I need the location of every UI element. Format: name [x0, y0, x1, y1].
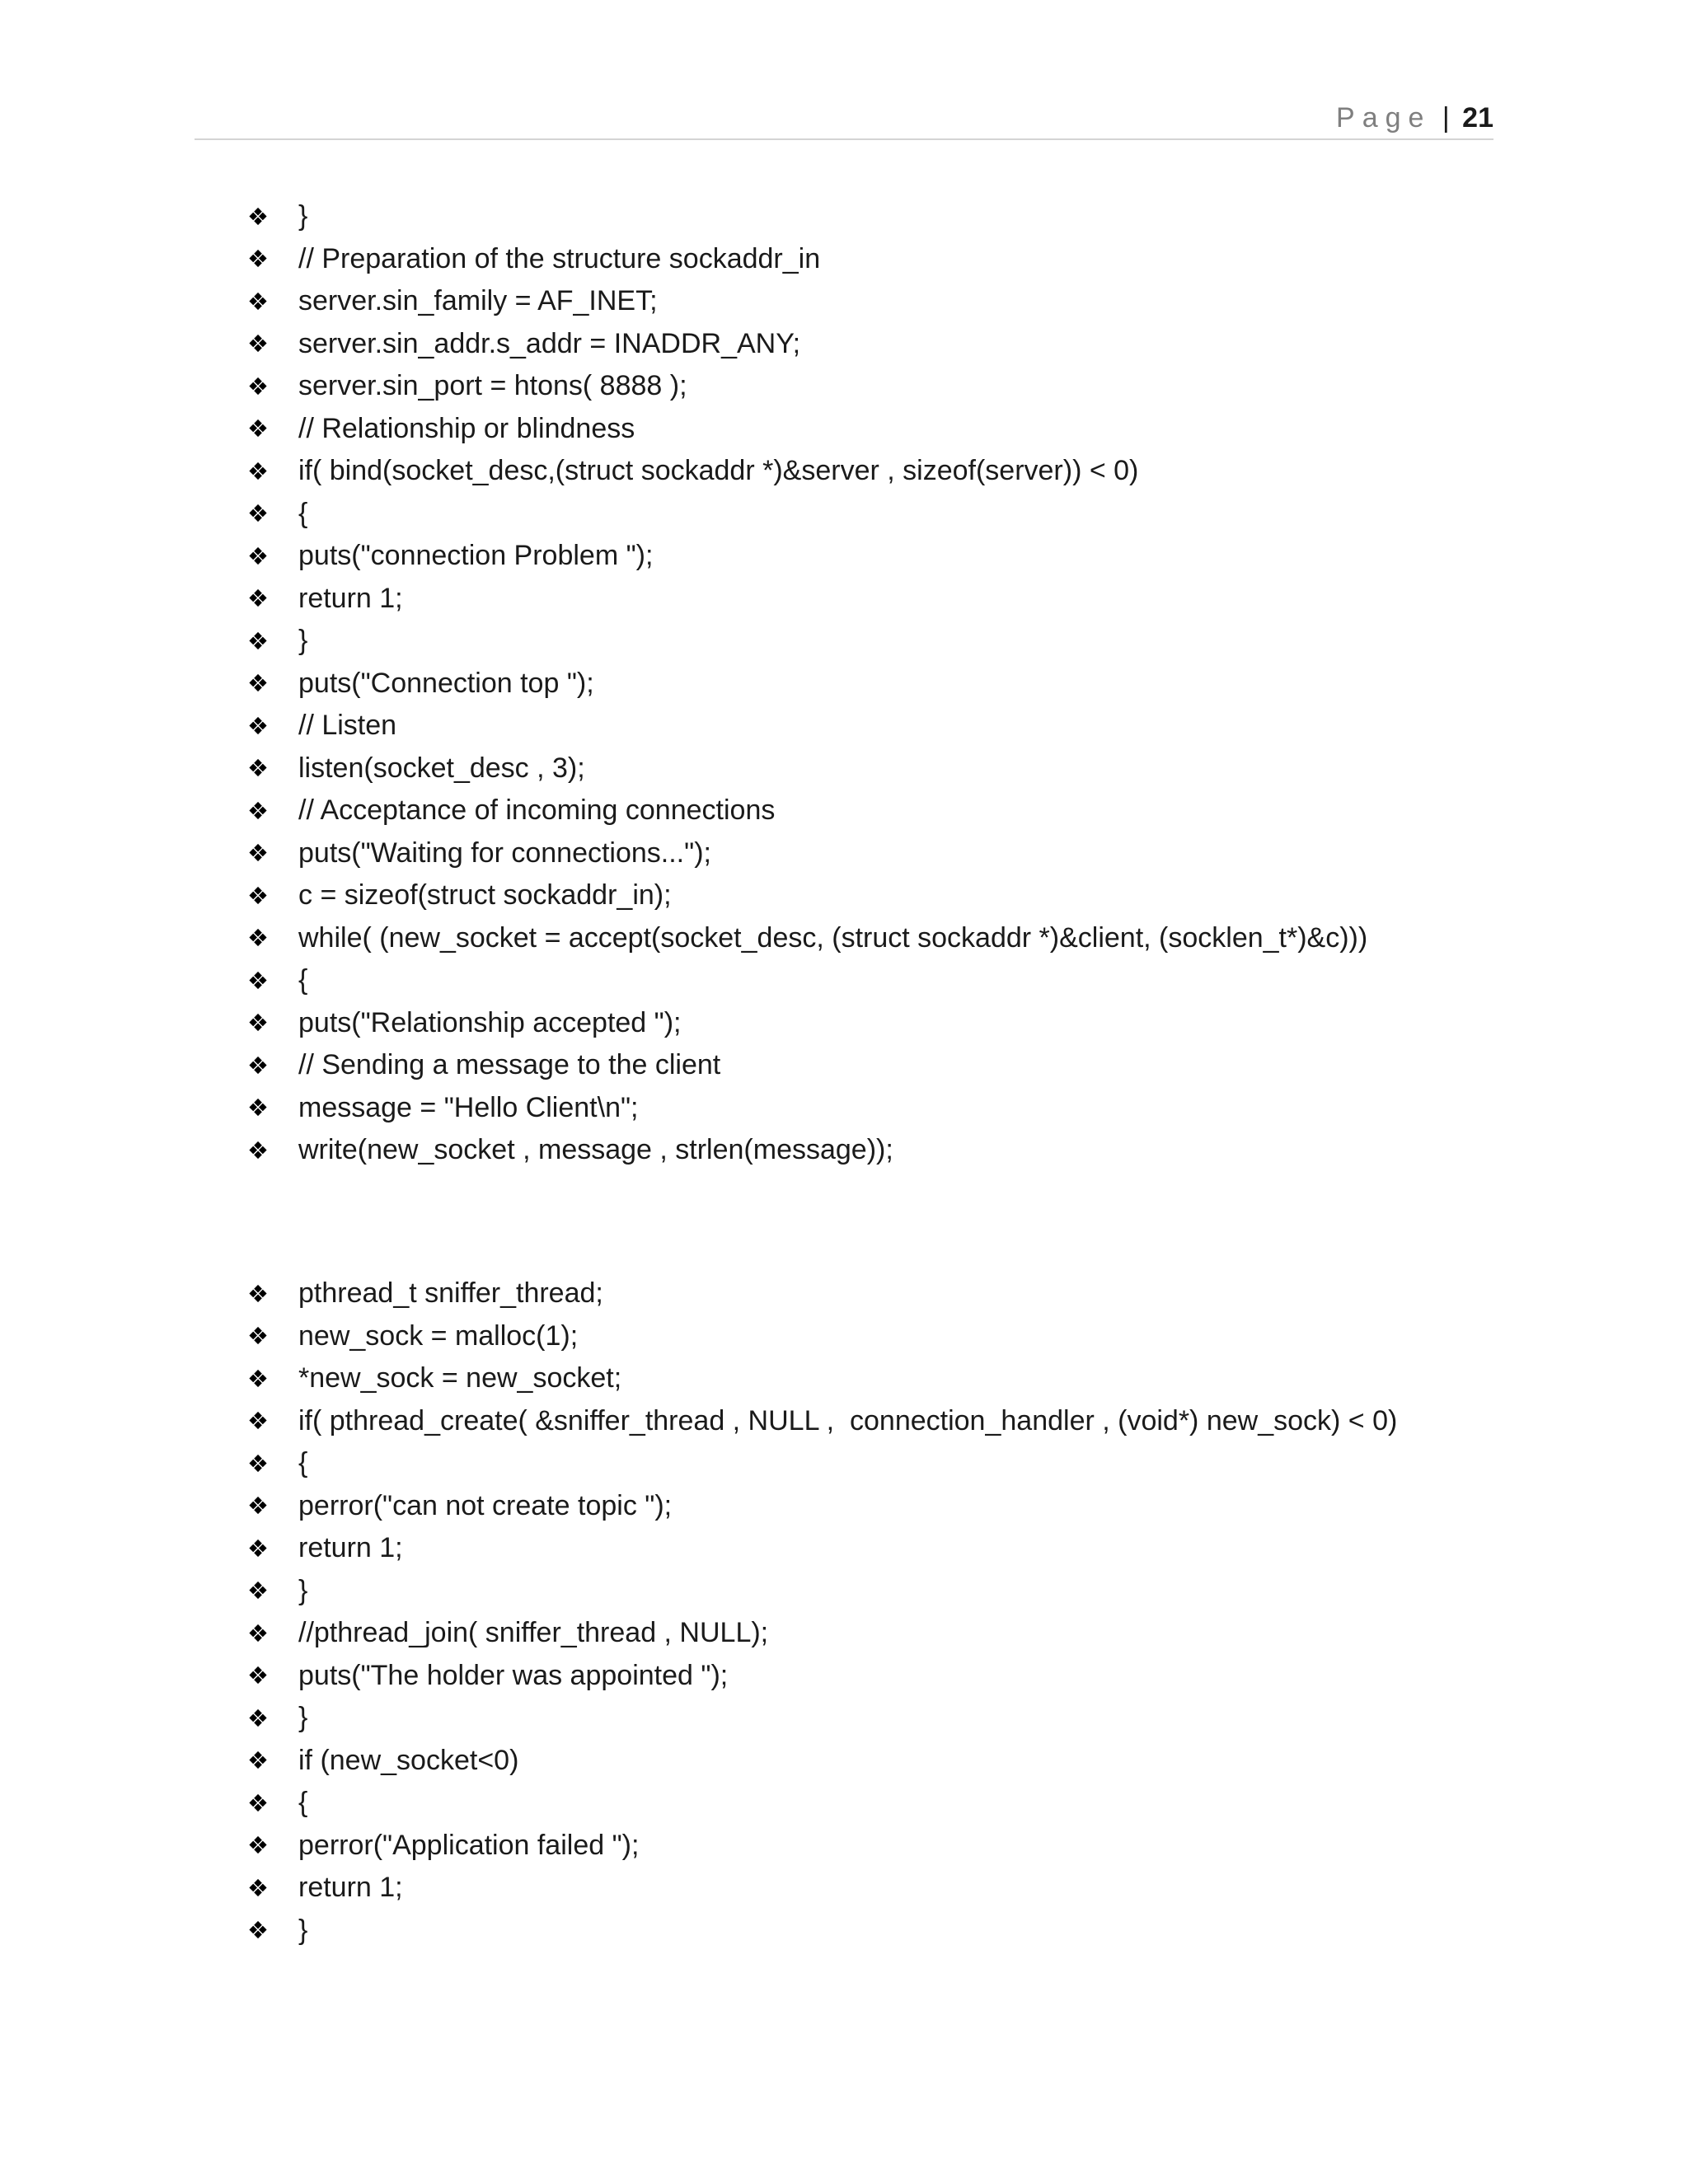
code-line-text: message = "Hello Client\n";	[298, 1091, 639, 1123]
diamond-bullet-icon: ❖	[247, 1661, 269, 1690]
list-item	[247, 1129, 1367, 1172]
page-separator: |	[1442, 102, 1450, 134]
diamond-bullet-icon: ❖	[247, 457, 269, 485]
diamond-bullet-icon: ❖	[247, 1831, 269, 1860]
diamond-bullet-icon: ❖	[247, 1746, 269, 1775]
diamond-bullet-icon: ❖	[247, 1322, 269, 1351]
diamond-bullet-icon: ❖	[247, 584, 269, 613]
code-line-text: return 1;	[298, 582, 403, 614]
code-line-text: puts("connection Problem ");	[298, 540, 654, 572]
diamond-bullet-icon: ❖	[247, 1407, 269, 1436]
code-line-text: server.sin_family = AF_INET;	[298, 285, 658, 317]
page-label: Page	[1336, 102, 1432, 134]
diamond-bullet-icon: ❖	[247, 924, 269, 953]
diamond-bullet-icon: ❖	[247, 1051, 269, 1080]
diamond-bullet-icon: ❖	[247, 966, 269, 995]
code-line-text: new_sock = malloc(1);	[298, 1319, 579, 1352]
diamond-bullet-icon: ❖	[247, 1136, 269, 1165]
list-item	[247, 493, 1367, 536]
list-item	[247, 535, 1367, 578]
code-line-text: server.sin_addr.s_addr = INADDR_ANY;	[298, 327, 801, 359]
code-line-text: }	[298, 200, 308, 232]
list-item	[247, 408, 1367, 451]
list-item	[247, 663, 1367, 705]
diamond-bullet-icon: ❖	[247, 1577, 269, 1605]
code-line-text: perror("can not create topic ");	[298, 1489, 673, 1521]
code-line-text: puts("Waiting for connections...");	[298, 837, 711, 869]
list-item	[247, 874, 1367, 917]
code-list-block-1	[247, 195, 1367, 1172]
list-item	[247, 1612, 1397, 1655]
list-item	[247, 323, 1367, 366]
code-line-text: // Preparation of the structure sockaddr_in	[298, 242, 821, 274]
list-item	[247, 1272, 1397, 1315]
diamond-bullet-icon: ❖	[247, 1094, 269, 1122]
list-item	[247, 1867, 1397, 1910]
code-line-text: if (new_socket<0)	[298, 1744, 519, 1776]
code-line-text: // Relationship or blindness	[298, 412, 635, 444]
code-line-text: write(new_socket , message , strlen(message));	[298, 1134, 893, 1166]
list-item	[247, 365, 1367, 408]
diamond-bullet-icon: ❖	[247, 669, 269, 698]
code-line-text: }	[298, 625, 308, 657]
diamond-bullet-icon: ❖	[247, 1449, 269, 1478]
list-item	[247, 1697, 1397, 1740]
code-line-text: perror("Application failed ");	[298, 1829, 640, 1861]
list-item	[247, 1485, 1397, 1528]
diamond-bullet-icon: ❖	[247, 245, 269, 274]
list-item	[247, 1740, 1397, 1783]
diamond-bullet-icon: ❖	[247, 796, 269, 825]
list-item	[247, 748, 1367, 790]
page-header	[1336, 97, 1493, 138]
list-item	[247, 1002, 1367, 1045]
code-line-text: return 1;	[298, 1532, 403, 1564]
diamond-bullet-icon: ❖	[247, 1916, 269, 1945]
code-line-text: listen(socket_desc , 3);	[298, 752, 585, 784]
diamond-bullet-icon: ❖	[247, 1619, 269, 1647]
code-line-text: return 1;	[298, 1872, 403, 1904]
list-item	[247, 1315, 1397, 1358]
list-item	[247, 1044, 1367, 1087]
list-item	[247, 790, 1367, 832]
diamond-bullet-icon: ❖	[247, 839, 269, 868]
diamond-bullet-icon: ❖	[247, 330, 269, 359]
list-item	[247, 280, 1367, 323]
diamond-bullet-icon: ❖	[247, 499, 269, 528]
list-item	[247, 1825, 1397, 1868]
code-line-text: }	[298, 1574, 308, 1606]
list-item	[247, 1357, 1397, 1400]
list-item	[247, 1400, 1397, 1443]
code-line-text: // Acceptance of incoming connections	[298, 794, 776, 827]
diamond-bullet-icon: ❖	[247, 372, 269, 401]
code-line-text: while( (new_socket = accept(socket_desc, (struct sockaddr *)&client, (socklen_t*)&c)))	[298, 921, 1368, 954]
list-item	[247, 917, 1367, 960]
diamond-bullet-icon: ❖	[247, 1009, 269, 1038]
diamond-bullet-icon: ❖	[247, 541, 269, 570]
code-line-text: {	[298, 964, 308, 996]
code-line-text: *new_sock = new_socket;	[298, 1362, 622, 1394]
list-item	[247, 1527, 1397, 1570]
list-item	[247, 620, 1367, 663]
diamond-bullet-icon: ❖	[247, 626, 269, 655]
diamond-bullet-icon: ❖	[247, 1492, 269, 1521]
list-item	[247, 1570, 1397, 1613]
code-line-text: c = sizeof(struct sockaddr_in);	[298, 879, 672, 912]
code-line-text: if( pthread_create( &sniffer_thread , NULL , connection_handler , (void*) new_sock) < 0)	[298, 1404, 1398, 1436]
list-item	[247, 959, 1367, 1002]
list-item	[247, 1655, 1397, 1698]
code-line-text: // Sending a message to the client	[298, 1049, 721, 1081]
diamond-bullet-icon: ❖	[247, 1534, 269, 1563]
page-number: 21	[1462, 102, 1493, 134]
diamond-bullet-icon: ❖	[247, 1279, 269, 1308]
diamond-bullet-icon: ❖	[247, 287, 269, 316]
code-line-text: {	[298, 497, 308, 529]
diamond-bullet-icon: ❖	[247, 881, 269, 910]
header-divider	[195, 138, 1493, 140]
code-line-text: puts("Connection top ");	[298, 667, 594, 699]
code-line-text: //pthread_join( sniffer_thread , NULL);	[298, 1617, 769, 1649]
code-line-text: }	[298, 1702, 308, 1734]
diamond-bullet-icon: ❖	[247, 1364, 269, 1393]
list-item	[247, 238, 1367, 281]
code-line-text: pthread_t sniffer_thread;	[298, 1277, 603, 1310]
code-line-text: {	[298, 1787, 308, 1819]
list-item	[247, 195, 1367, 238]
list-item	[247, 1782, 1397, 1825]
list-item	[247, 1087, 1367, 1130]
diamond-bullet-icon: ❖	[247, 1873, 269, 1902]
code-line-text: puts("Relationship accepted ");	[298, 1006, 682, 1038]
code-line-text: server.sin_port = htons( 8888 );	[298, 370, 687, 402]
code-list-block-2	[247, 1272, 1397, 1952]
diamond-bullet-icon: ❖	[247, 1788, 269, 1817]
list-item	[247, 1442, 1397, 1485]
diamond-bullet-icon: ❖	[247, 1704, 269, 1732]
code-line-text: }	[298, 1914, 308, 1946]
list-item	[247, 450, 1367, 493]
diamond-bullet-icon: ❖	[247, 711, 269, 740]
list-item	[247, 705, 1367, 748]
list-item	[247, 832, 1367, 875]
diamond-bullet-icon: ❖	[247, 754, 269, 783]
diamond-bullet-icon: ❖	[247, 202, 269, 231]
list-item	[247, 578, 1367, 621]
list-item	[247, 1910, 1397, 1952]
diamond-bullet-icon: ❖	[247, 415, 269, 443]
code-line-text: {	[298, 1447, 308, 1479]
code-line-text: puts("The holder was appointed ");	[298, 1659, 729, 1691]
code-line-text: if( bind(socket_desc,(struct sockaddr *)&server , sizeof(server)) < 0)	[298, 455, 1139, 487]
code-line-text: // Listen	[298, 710, 397, 742]
